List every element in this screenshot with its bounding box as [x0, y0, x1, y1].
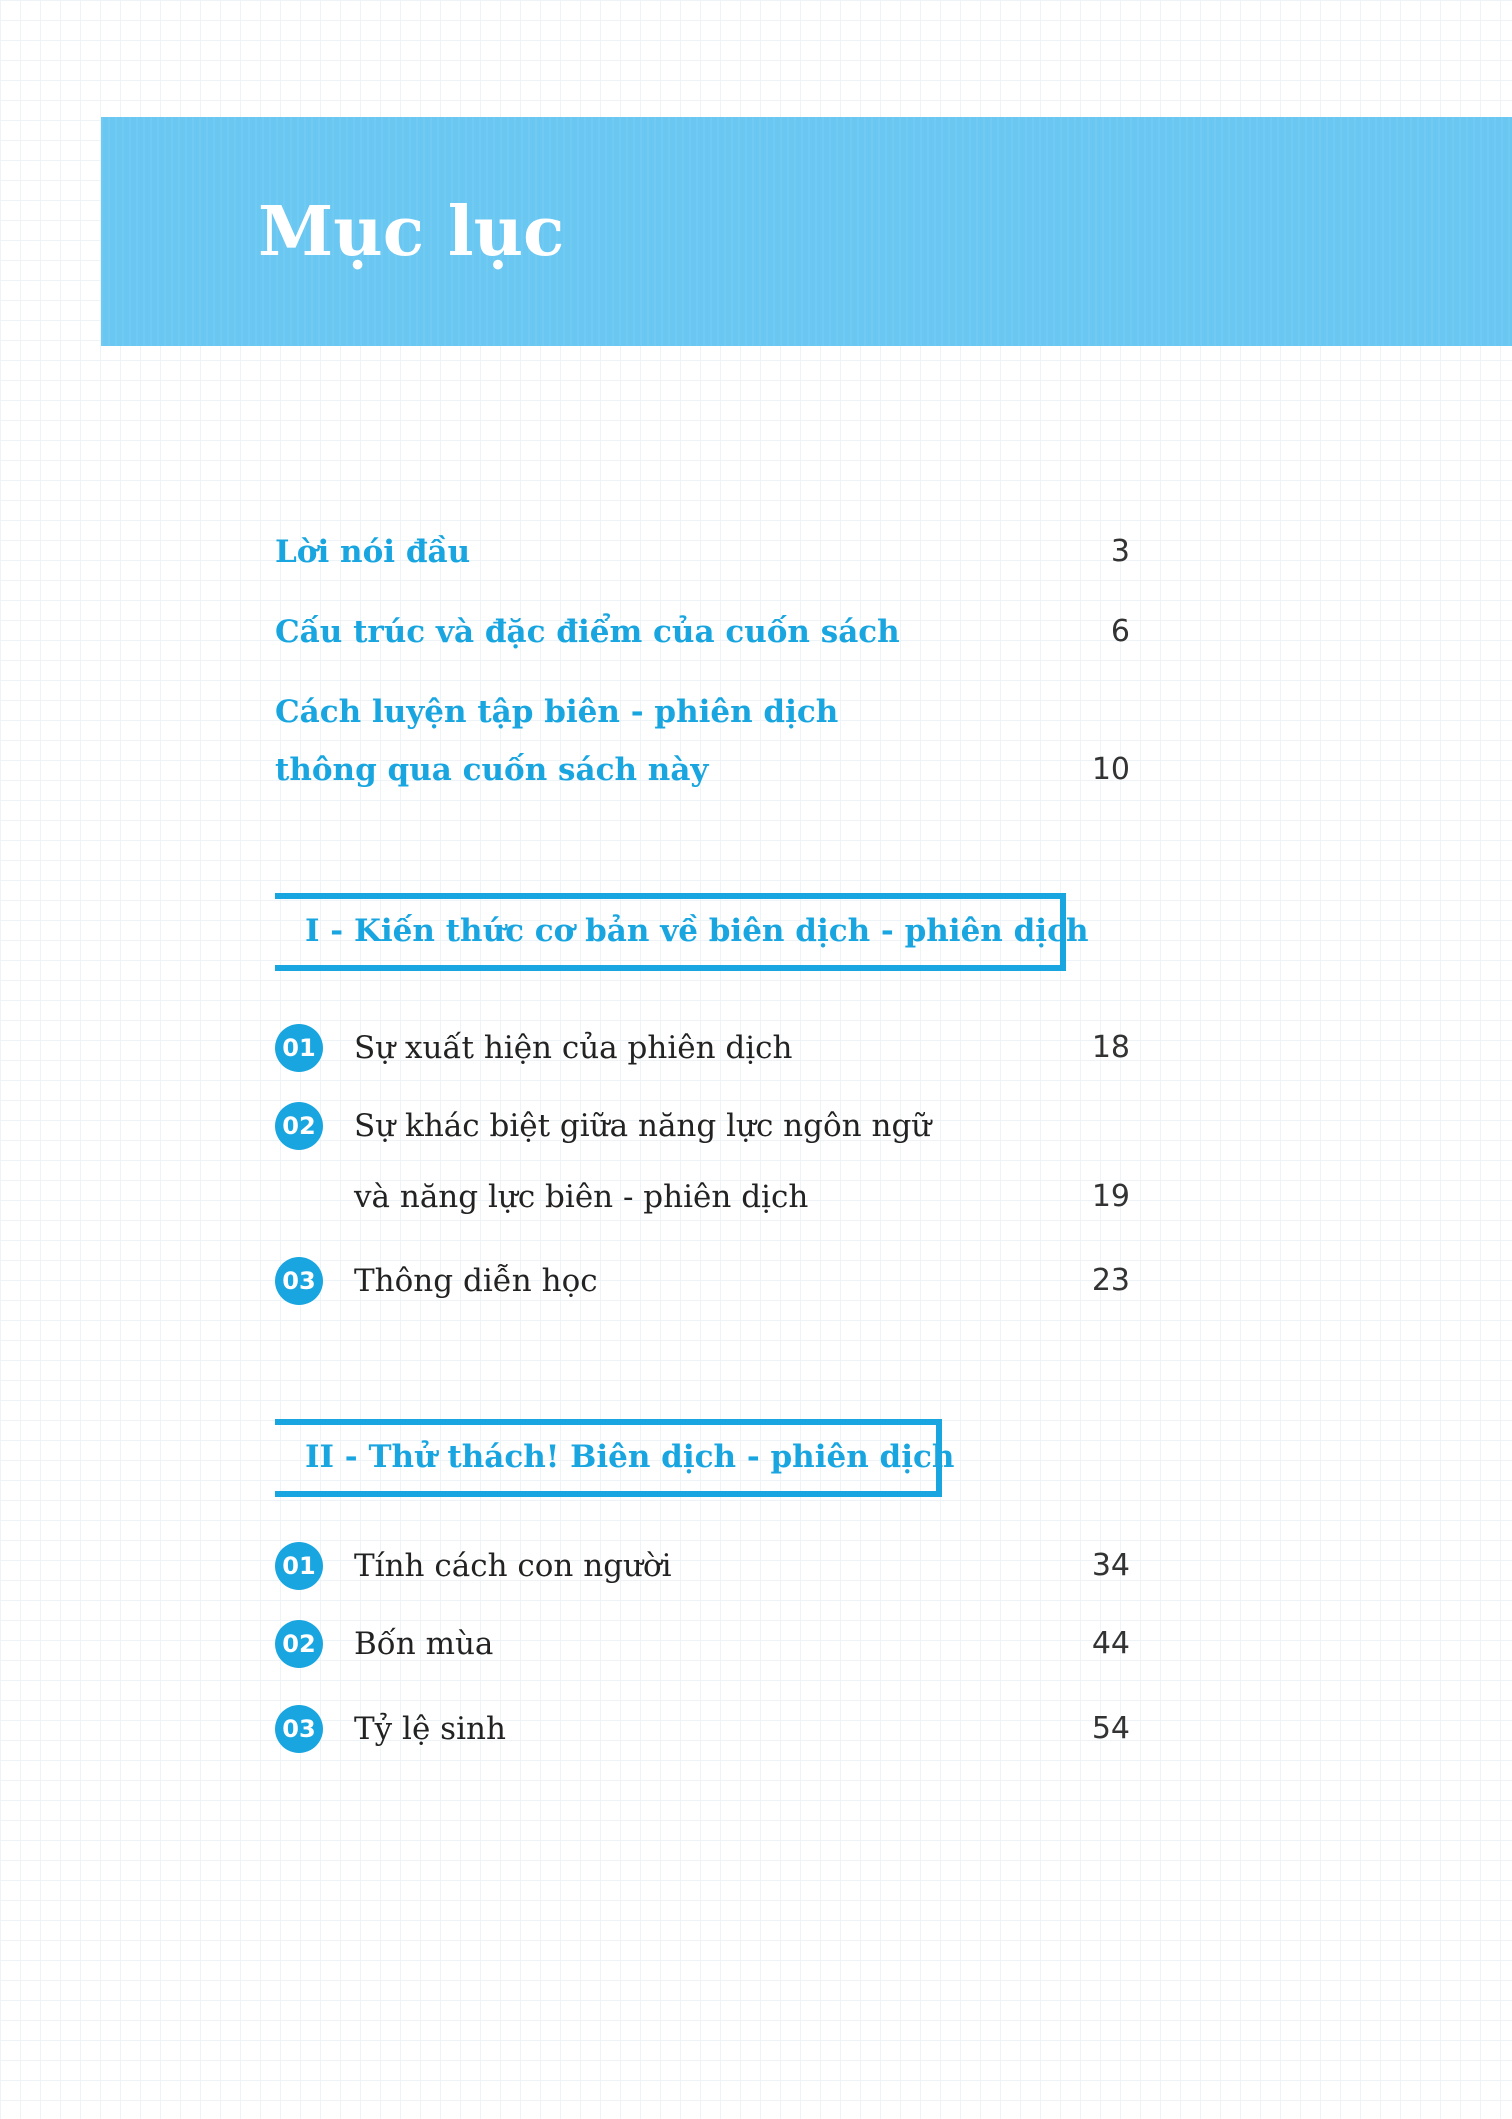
toc-entry-structure[interactable]: Cấu trúc và đặc điểm của cuốn sách [275, 614, 900, 650]
toc-page-preface: 3 [1110, 534, 1130, 569]
toc-entry[interactable]: Tỷ lệ sinh [354, 1711, 506, 1747]
toc-entry[interactable]: Tính cách con người [354, 1548, 672, 1584]
item-number-badge: 01 [275, 1542, 323, 1590]
toc-entry[interactable]: Bốn mùa [354, 1626, 494, 1662]
toc-entry[interactable]: Thông diễn học [354, 1263, 598, 1299]
item-number-badge: 02 [275, 1620, 323, 1668]
toc-page-practice: 10 [1091, 752, 1130, 787]
toc-page-number: 54 [1091, 1711, 1130, 1746]
toc-entry-preface[interactable]: Lời nói đầu [275, 534, 471, 570]
toc-page-number: 23 [1091, 1263, 1130, 1298]
toc-page-number: 44 [1091, 1626, 1130, 1661]
toc-page-structure: 6 [1110, 614, 1130, 649]
toc-entry[interactable]: Sự xuất hiện của phiên dịch [354, 1030, 793, 1066]
toc-entry-line2[interactable]: và năng lực biên - phiên dịch [354, 1179, 809, 1215]
section-title-1[interactable]: I - Kiến thức cơ bản về biên dịch - phiên dịch [305, 913, 1089, 949]
toc-entry-practice-line2[interactable]: thông qua cuốn sách này [275, 752, 709, 788]
item-number-badge: 02 [275, 1102, 323, 1150]
section-title-2[interactable]: II - Thử thách! Biên dịch - phiên dịch [305, 1439, 955, 1475]
header-band [101, 117, 1512, 346]
section-heading-2 [275, 1419, 955, 1497]
toc-page-number: 34 [1091, 1548, 1130, 1583]
toc-page-number: 18 [1091, 1030, 1130, 1065]
item-number-badge: 01 [275, 1024, 323, 1072]
toc-entry-line1[interactable]: Sự khác biệt giữa năng lực ngôn ngữ [354, 1108, 932, 1144]
toc-entry-practice-line1[interactable]: Cách luyện tập biên - phiên dịch [275, 694, 839, 730]
item-number-badge: 03 [275, 1257, 323, 1305]
section-heading-1 [275, 893, 1089, 971]
toc-page-number: 19 [1091, 1179, 1130, 1214]
page-title: Mục lục [258, 192, 565, 272]
item-number-badge: 03 [275, 1705, 323, 1753]
